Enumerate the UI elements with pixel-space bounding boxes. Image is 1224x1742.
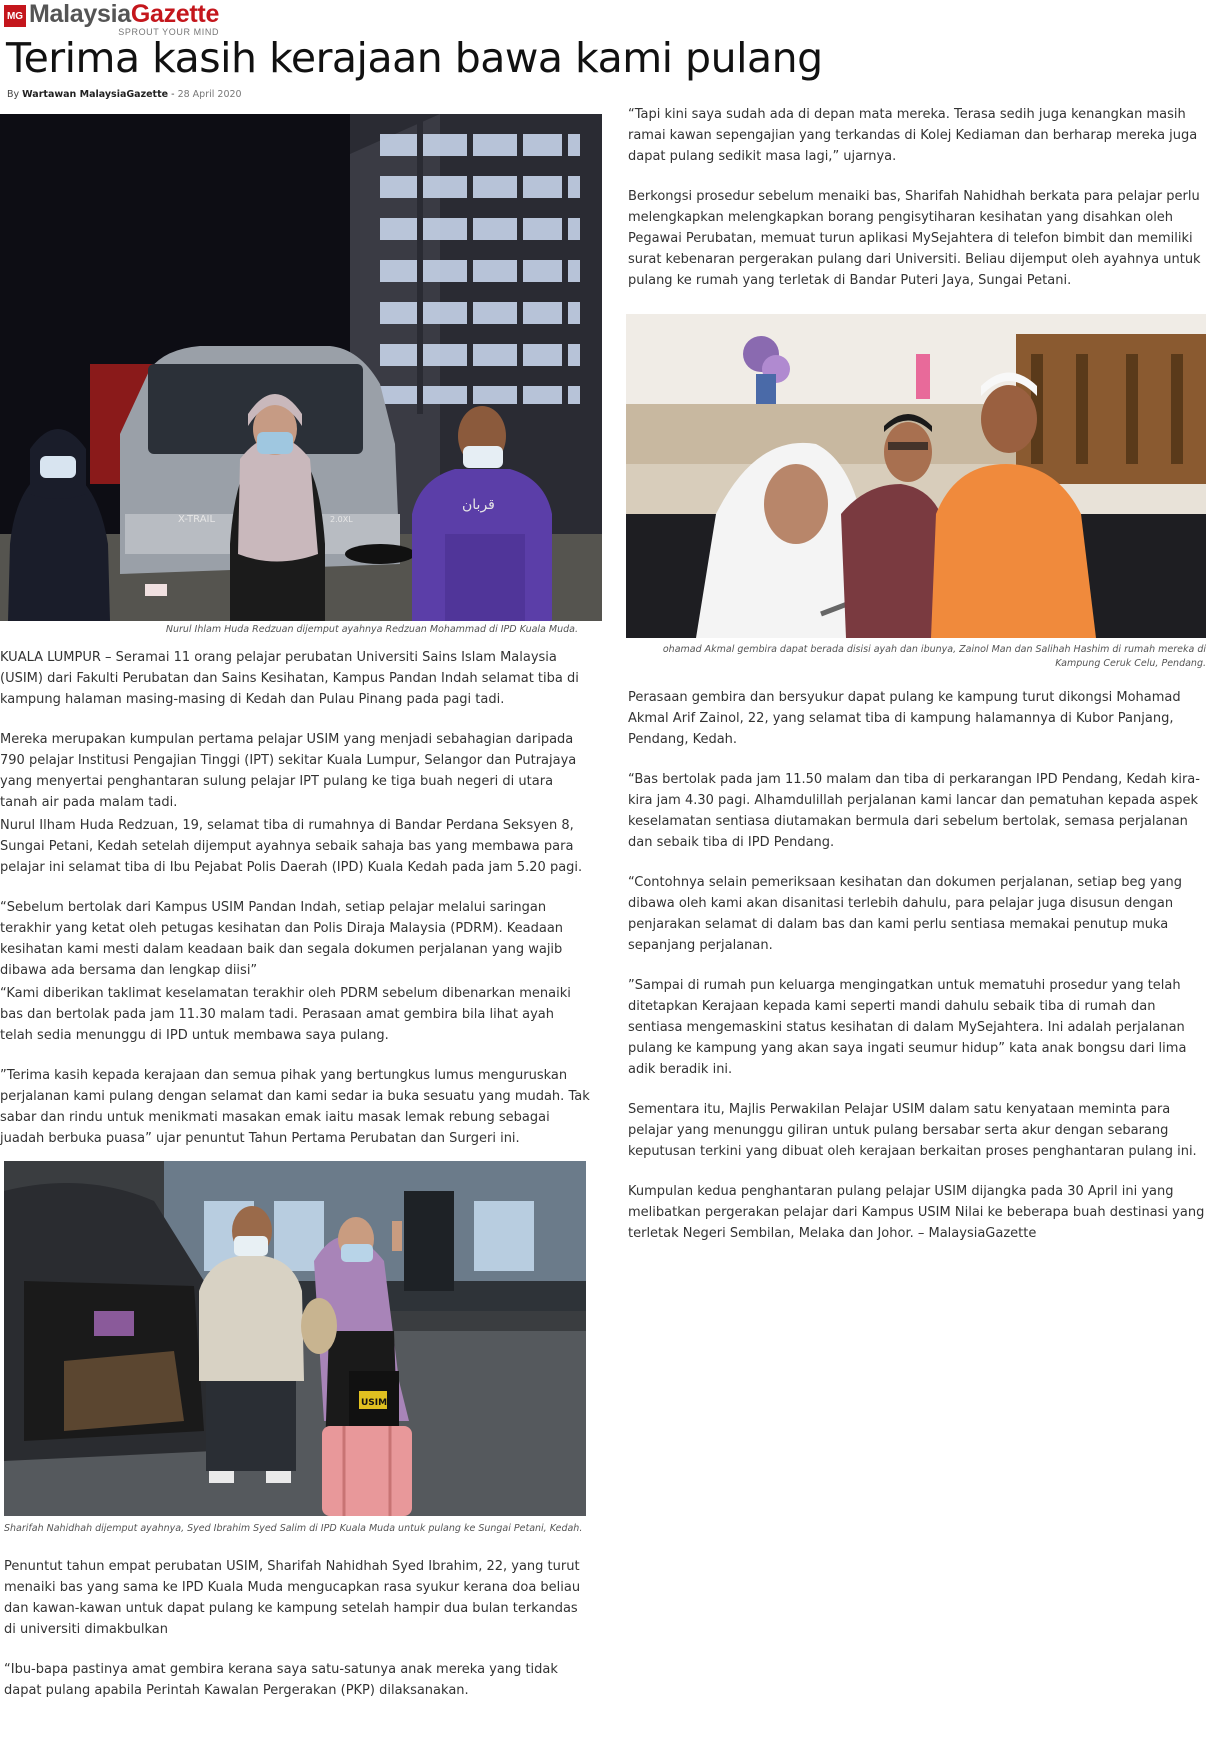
- photo-caption-1: Nurul Ihlam Huda Redzuan dijemput ayahnya Redzuan Mohammad di IPD Kuala Muda.: [165, 624, 578, 635]
- photo-night-luggage: [4, 1161, 586, 1516]
- paragraph: Nurul Ilham Huda Redzuan, 19, selamat tiba di rumahnya di Bandar Perdana Seksyen 8, Sungai Petani, Kedah setelah dijemput ayahnya sebaik sahaja bas yang membawa para pelajar ini selamat tiba di Ibu Pejabat Polis Daerah (IPD) Kuala Kedah pada jam 5.20 pagi.: [0, 818, 583, 875]
- photo-figure-2: [626, 314, 1206, 671]
- paragraph: “Ibu-bapa pastinya amat gembira kerana saya satu-satunya anak mereka yang tidak dapat pulang apabila Perintah Kawalan Pergerakan (PKP) dilaksanakan.: [4, 1662, 558, 1698]
- article-title: Terima kasih kerajaan bawa kami pulang: [6, 34, 823, 82]
- logo-wordmark: [29, 2, 219, 37]
- paragraph: Penuntut tahun empat perubatan USIM, Sharifah Nahidhah Syed Ibrahim, 22, yang turut menaiki bas yang sama ke IPD Kuala Muda mengucapkan rasa syukur kerana doa beliau dan kawan-kawan untuk dapat pulang ke kampung setelah hampir dua bulan terkandas di universiti dimakbulkan: [4, 1559, 581, 1637]
- photo-figure-1: [0, 114, 602, 637]
- article-byline: [7, 89, 242, 100]
- car-badge-left: X-TRAIL: [178, 514, 216, 525]
- logo-name-part-b: Gazette: [130, 0, 220, 28]
- car-badge-right: 2.0XL: [330, 515, 353, 524]
- paragraph: Kumpulan kedua penghantaran pulang pelajar USIM dijangka pada 30 April ini yang melibatkan pergerakan pelajar dari Kampus USIM Nilai ke beberapa buah destinasi yang terletak Negeri Sembilan, Melaka dan Johor. – MalaysiaGazette: [628, 1184, 1205, 1241]
- paragraph: Mereka merupakan kumpulan pertama pelajar USIM yang menjadi sebahagian daripada 790 pelajar Institusi Pengajian Tinggi (IPT) sekitar Kuala Lumpur, Selangor dan Putrajaya yang menyertai penghantaran sulung pelajar IPT pulang ke tiga buah negeri di utara tanah air pada malam tadi.: [0, 732, 577, 810]
- paragraph: “Tapi kini saya sudah ada di depan mata mereka. Terasa sedih juga kenangkan masih ramai kawan sepengajian yang terkandas di Kolej Kediaman dan berharap mereka juga dapat pulang sedikit masa lagi,” ujarnya.: [628, 107, 1198, 164]
- paragraph: KUALA LUMPUR – Seramai 11 orang pelajar perubatan Universiti Sains Islam Malaysia (USIM) dari Fakulti Perubatan dan Sains Kesihatan, Kampus Pandan Indah selamat tiba di kampung halaman masing-masing di Kedah dan Pulau Pinang pada pagi tadi.: [0, 650, 579, 707]
- byline-author[interactable]: Wartawan MalaysiaGazette: [22, 89, 169, 100]
- logo-name-part-a: Malaysia: [29, 0, 131, 28]
- photo-night-car-pickup: [0, 114, 602, 621]
- byline-date: 28 April 2020: [177, 89, 242, 100]
- paragraph: Sementara itu, Majlis Perwakilan Pelajar USIM dalam satu kenyataan meminta para pelajar yang menunggu giliran untuk pulang bersabar serta akur dengan sebarang keputusan terkini yang dibuat oleh kerajaan berkaitan proses penghantaran pulang ini.: [628, 1102, 1197, 1159]
- photo-figure-3: [4, 1161, 586, 1536]
- paragraph: Perasaan gembira dan bersyukur dapat pulang ke kampung turut dikongsi Mohamad Akmal Arif Zainol, 22, yang selamat tiba di kampung halamannya di Kubor Panjang, Pendang, Kedah.: [628, 690, 1181, 747]
- logo-tagline: SPROUT YOUR MIND: [118, 26, 220, 37]
- article-column-right: [628, 100, 1208, 1244]
- logo-name: [29, 2, 219, 27]
- article-column-left: [0, 114, 612, 1701]
- byline-prefix: By: [7, 89, 20, 100]
- photo-caption-2: ohamad Akmal gembira dapat berada disisi ayah dan ibunya, Zainol Man dan Salihah Hashim di rumah mereka di Kampung Ceruk Celu, Pendang.: [662, 644, 1206, 669]
- photo-caption-3: Sharifah Nahidhah dijemput ayahnya, Syed Ibrahim Syed Salim di IPD Kuala Muda untuk pulang ke Sungai Petani, Kedah.: [4, 1523, 583, 1534]
- paragraph: “Bas bertolak pada jam 11.50 malam dan tiba di perkarangan IPD Pendang, Kedah kira-kira jam 4.30 pagi. Alhamdulillah perjalanan kami lancar dan pematuhan kepada aspek keselamatan sentiasa diutamakan bermula dari sebelum bertolak, semasa perjalanan dan sebaik tiba di IPD Pendang.: [628, 772, 1200, 850]
- byline-separator: -: [171, 89, 178, 100]
- paragraph: ”Sampai di rumah pun keluarga mengingatkan untuk mematuhi prosedur yang telah ditetapkan Kerajaan kepada kami seperti mandi dahulu sebaik tiba di rumah dan sentiasa mengemaskini status kesihatan di dalam MySejahtera. Ini adalah perjalanan pulang ke kampung yang akan saya ingati seumur hidup” kata anak bongsu dari lima adik beradik ini.: [628, 978, 1187, 1077]
- shirt-text: قربان: [462, 497, 495, 513]
- paragraph: “Contohnya selain pemeriksaan kesihatan dan dokumen perjalanan, setiap beg yang dibawa oleh kami akan disanitasi terlebih dahulu, para pelajar juga disusun dengan penjarakan selamat di dalam bas dan kami perlu sentiasa memakai penutup muka sepanjang perjalanan.: [628, 875, 1183, 953]
- photo-family-selfie: [626, 314, 1206, 638]
- bag-text: USIM: [361, 1398, 388, 1408]
- paragraph: “Kami diberikan taklimat keselamatan terakhir oleh PDRM sebelum dibenarkan menaiki bas dan bertolak pada jam 11.30 malam tadi. Perasaan amat gembira bila lihat ayah telah sedia menunggu di IPD untuk membawa saya pulang.: [0, 986, 571, 1043]
- paragraph: ”Terima kasih kepada kerajaan dan semua pihak yang bertungkus lumus menguruskan perjalanan kami pulang dengan selamat dan kami sedar ia buka sesuatu yang mudah. Tak sabar dan rindu untuk menikmati masakan emak iaitu masak lemak rebung sebagai juadah berbuka puasa” ujar penuntut Tahun Pertama Perubatan dan Surgeri ini.: [0, 1068, 590, 1146]
- site-logo[interactable]: [4, 2, 244, 36]
- paragraph: Berkongsi prosedur sebelum menaiki bas, Sharifah Nahidhah berkata para pelajar perlu melengkapkan melengkapkan borang pengisytiharan kesihatan yang disahkan oleh Pegawai Perubatan, memuat turun aplikasi MySejahtera di telefon bimbit dan memiliki surat kebenaran pergerakan pulang dari Universiti. Beliau dijemput oleh ayahnya untuk pulang ke rumah yang terletak di Bandar Puteri Jaya, Sungai Petani.: [628, 189, 1201, 288]
- logo-mark-icon: MG: [4, 5, 26, 27]
- paragraph: “Sebelum bertolak dari Kampus USIM Pandan Indah, setiap pelajar melalui saringan terakhir yang ketat oleh petugas kesihatan dan Polis Diraja Malaysia (PDRM). Keadaan kesihatan kami mesti dalam keadaan baik dan segala dokumen perjalanan yang wajib dibawa ada bersama dan lengkap diisi”: [0, 900, 564, 978]
